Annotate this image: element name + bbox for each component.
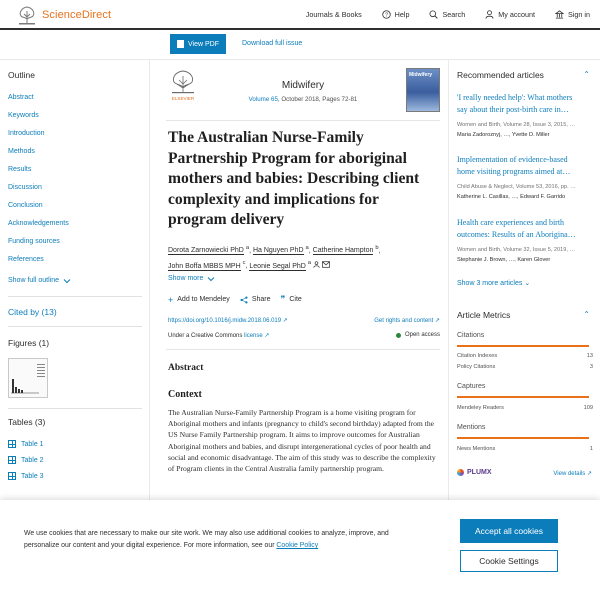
open-access-dot-icon — [396, 333, 401, 338]
external-link-icon: ↗ — [434, 318, 440, 324]
nav-signin-label: Sign in — [568, 9, 590, 19]
email-icon[interactable] — [322, 261, 330, 268]
share-button[interactable] — [240, 296, 271, 304]
show-more-label: Show more — [168, 275, 204, 282]
share-icon — [240, 296, 248, 304]
rec-title-line: Implementation of evidence-based — [457, 155, 568, 164]
nav-search[interactable] — [429, 10, 465, 19]
outline-item-funding-sources[interactable]: Funding sources — [8, 238, 60, 245]
nav-help[interactable] — [382, 10, 410, 19]
metric-value: 3 — [589, 364, 593, 370]
issue-info: , October 2018, Pages 72-81 — [277, 96, 358, 103]
author-link[interactable]: Dorota Zarnowiecki PhD — [168, 247, 244, 255]
table-link-3[interactable] — [8, 472, 44, 480]
volume-link[interactable]: Volume 65 — [248, 96, 278, 103]
rec-title-line: home visiting programs aimed at… — [457, 167, 571, 176]
metric-mendeley-readers — [457, 405, 593, 411]
table-icon — [8, 440, 16, 448]
cookie-settings-button[interactable]: Cookie Settings — [460, 550, 558, 572]
outline-item-conclusion[interactable]: Conclusion — [8, 202, 43, 209]
left-sidebar — [0, 60, 150, 500]
cover-title: Midwifery — [409, 72, 433, 78]
nav-search-label: Search — [442, 9, 466, 19]
metric-label: Citation Indexes — [457, 353, 498, 359]
cookie-policy-link[interactable]: Cookie Policy — [276, 542, 319, 549]
author-affiliation-sup[interactable]: c — [242, 260, 246, 267]
cookie-text — [24, 528, 404, 552]
outline-divider — [8, 296, 142, 297]
recommended-article-title[interactable] — [457, 154, 595, 178]
figures-divider — [8, 408, 142, 409]
author-link[interactable]: John Boffa MBBS MPH — [168, 262, 241, 270]
view-pdf-label: View PDF — [188, 40, 219, 48]
view-pdf-button[interactable] — [170, 34, 226, 54]
open-access-badge — [396, 332, 440, 338]
author-affiliation-sup[interactable]: b — [375, 245, 379, 251]
article-tools — [168, 294, 312, 305]
nav-help-label: Help — [394, 9, 410, 19]
outline-item-references[interactable]: References — [8, 256, 44, 263]
cite-button[interactable] — [281, 294, 302, 305]
journal-cover-image[interactable] — [406, 68, 440, 112]
person-icon — [485, 10, 494, 19]
search-icon — [429, 10, 438, 19]
outline-item-acknowledgements[interactable]: Acknowledgements — [8, 220, 69, 227]
license-info — [168, 332, 269, 339]
open-access-label: Open access — [404, 332, 440, 338]
author-affiliation-sup[interactable]: a — [305, 245, 309, 251]
metric-value: 13 — [586, 353, 593, 359]
table-link-2[interactable] — [8, 456, 44, 464]
outline-item-abstract[interactable]: Abstract — [8, 94, 34, 101]
article-title: The Australian Nurse-Family Partnership Program for aboriginal mothers and babies: Describing client complexity and implications for program delivery — [168, 129, 420, 228]
recommended-article-authors: Katherine L. Casillas, …, Edward F. Garrido — [457, 194, 566, 200]
table-icon — [8, 456, 16, 464]
plumx-logo[interactable] — [457, 469, 492, 476]
table-link-label: Table 2 — [21, 456, 44, 464]
metrics-divider — [457, 437, 589, 439]
rights-text: Get rights and content — [374, 318, 434, 324]
recommended-article-meta: Child Abuse & Neglect, Volume 53, 2016, pp. … — [457, 184, 576, 190]
header-divider — [166, 120, 440, 121]
article-main — [166, 60, 442, 500]
abstract-heading: Abstract — [168, 363, 204, 373]
nav-account-label: My account — [498, 9, 536, 19]
metrics-captures-label: Captures — [457, 383, 486, 390]
author-list: Dorota Zarnowiecki PhD $^a$, Ha Nguyen PhD $^a$, Catherine Hampton $^b$, John Boffa MBBS MPH $^c$, Leonie Segal PhD $^a$ — [168, 245, 381, 270]
download-full-issue-link[interactable]: Download full issue — [242, 40, 303, 47]
accept-all-cookies-button[interactable]: Accept all cookies — [460, 519, 558, 543]
table-icon — [8, 472, 16, 480]
author-link[interactable]: Leonie Segal PhD — [249, 262, 306, 270]
rec-title-line: Health care experiences and birth — [457, 218, 565, 227]
metric-value: 1 — [589, 446, 593, 452]
metrics-citations-label: Citations — [457, 332, 485, 339]
outline-item-keywords[interactable]: Keywords — [8, 112, 39, 119]
table-link-1[interactable] — [8, 440, 44, 448]
author-link[interactable]: Catherine Hampton — [312, 247, 374, 255]
share-label: Share — [251, 296, 271, 303]
metric-citation-indexes — [457, 353, 593, 359]
chevron-down-icon — [207, 276, 215, 282]
cookie-banner — [0, 500, 600, 600]
metric-label: Policy Citations — [457, 364, 496, 370]
meta-divider — [166, 349, 440, 350]
metric-policy-citations — [457, 364, 593, 370]
top-nav — [286, 0, 590, 28]
figure-thumbnail-image — [9, 359, 47, 397]
recommended-article-authors: Stephanie J. Brown, …, Karen Glover — [457, 257, 551, 263]
metrics-divider — [457, 396, 589, 398]
article-metrics-heading: Article Metrics — [457, 310, 511, 320]
chevron-up-icon[interactable]: ⌃ — [583, 310, 590, 319]
plumx-icon — [457, 469, 464, 476]
nav-journals-books[interactable] — [306, 10, 362, 19]
cited-by-link[interactable]: Cited by (13) — [8, 307, 57, 317]
recommended-article-authors: Maria Zadoroznyj, …, Yvette D. Miller — [457, 132, 550, 138]
outline-item-methods[interactable]: Methods — [8, 148, 35, 155]
plus-icon: + — [168, 294, 174, 305]
quote-icon: ❞ — [280, 294, 286, 304]
elsevier-logo-icon[interactable] — [168, 68, 198, 104]
article-action-bar — [0, 30, 600, 60]
recommended-article-title[interactable] — [457, 92, 595, 116]
sciencedirect-logo[interactable] — [16, 5, 111, 25]
institution-icon — [555, 10, 564, 19]
mendeley-label: Add to Mendeley — [177, 296, 230, 303]
author-affiliation-sup[interactable]: a — [245, 245, 250, 251]
svg-text:?: ? — [384, 12, 388, 19]
nav-my-account[interactable] — [485, 10, 535, 19]
view-details-label: View details — [553, 471, 586, 477]
external-link-icon: ↗ — [282, 318, 288, 324]
doi-text: https://doi.org/10.1016/j.midw.2018.06.019 — [168, 318, 282, 324]
recommended-heading: Recommended articles — [457, 70, 544, 80]
metric-news-mentions — [457, 446, 593, 452]
author-affiliation-sup[interactable]: a — [307, 260, 312, 267]
person-icon — [313, 261, 320, 268]
show-more-button[interactable] — [168, 275, 215, 282]
license-prefix: Under a Creative Commons — [168, 333, 243, 339]
show-full-outline-label: Show full outline — [8, 277, 59, 284]
metrics-mentions-label: Mentions — [457, 424, 486, 431]
elsevier-logo-text: ELSEVIER — [171, 96, 195, 101]
figure-thumbnail[interactable] — [8, 358, 48, 398]
nav-sign-in[interactable] — [555, 10, 590, 19]
journal-name-link[interactable]: Midwifery — [281, 80, 325, 91]
cited-divider — [8, 326, 142, 327]
rec-title-line: 'I really needed help': What mothers — [457, 93, 573, 102]
show-more-articles-button[interactable] — [457, 279, 530, 287]
logo-text: ScienceDirect — [42, 9, 112, 21]
author-link[interactable]: Ha Nguyen PhD — [252, 247, 304, 255]
tables-heading: Tables (3) — [8, 417, 46, 427]
view-details-link[interactable]: View details ↗ — [553, 471, 592, 477]
recommended-article-title[interactable] — [457, 217, 595, 241]
get-rights-link[interactable] — [374, 317, 440, 324]
recommended-article-meta: Women and Birth, Volume 28, Issue 3, 2015, … — [457, 122, 576, 128]
rec-title-line: outcomes: Results of an Aborigina… — [457, 230, 576, 239]
outline-heading: Outline — [8, 70, 35, 80]
top-header — [0, 0, 600, 30]
elsevier-tree-icon — [16, 5, 38, 25]
figures-heading: Figures (1) — [8, 338, 50, 348]
help-icon — [382, 10, 391, 19]
metric-label: News Mentions — [457, 446, 496, 452]
outline-item-results[interactable]: Results — [8, 166, 32, 173]
chevron-down-icon — [63, 278, 71, 284]
plumx-label: PLUMX — [467, 469, 492, 476]
recommended-article-meta: Women and Birth, Volume 32, Issue 5, 2019, … — [457, 247, 576, 253]
nav-journals-label: Journals & Books — [305, 9, 362, 19]
cookie-message: We use cookies that are necessary to make our site work. We may also use additional cookies to analyze, improve, and personalize our content and your digital experience. For more information, see our — [24, 530, 389, 549]
pdf-icon — [177, 40, 184, 48]
table-link-label: Table 3 — [21, 472, 44, 480]
metrics-divider — [457, 345, 589, 347]
chevron-down-icon: ⌄ — [524, 280, 531, 287]
cite-label: Cite — [289, 296, 302, 303]
license-link[interactable]: license ↗ — [244, 333, 270, 339]
show-more-articles-label: Show 3 more articles — [457, 280, 523, 287]
abstract-paragraph: The Australian Nurse-Family Partnership Program is a home visiting program for Aboriginal mothers and infants (pregnancy to child's second birthday) adapted from the US Nurse Family Partnership program. It aims to improve outcomes for Australian Aboriginal mothers and babies, and disrupt intergenerational cycles of poor health and social and economic disadvantage. The aim of this study was to describe the complexity of Program clients in the Central Australia family partnership program. — [168, 408, 436, 474]
chevron-up-icon[interactable]: ⌃ — [583, 70, 590, 79]
table-link-label: Table 1 — [21, 440, 44, 448]
journal-issue-meta — [228, 96, 378, 103]
add-to-mendeley-button[interactable] — [168, 295, 230, 305]
outline-item-discussion[interactable]: Discussion — [8, 184, 42, 191]
context-heading: Context — [168, 389, 202, 400]
show-full-outline-button[interactable] — [8, 277, 71, 284]
doi-link[interactable] — [168, 317, 288, 324]
rec-title-line: say about their post-birth care in… — [457, 105, 569, 114]
outline-item-introduction[interactable]: Introduction — [8, 130, 45, 137]
metric-label: Mendeley Readers — [457, 405, 504, 411]
metric-value: 109 — [583, 405, 593, 411]
right-sidebar — [448, 60, 600, 500]
license-link-text: license — [244, 333, 263, 339]
